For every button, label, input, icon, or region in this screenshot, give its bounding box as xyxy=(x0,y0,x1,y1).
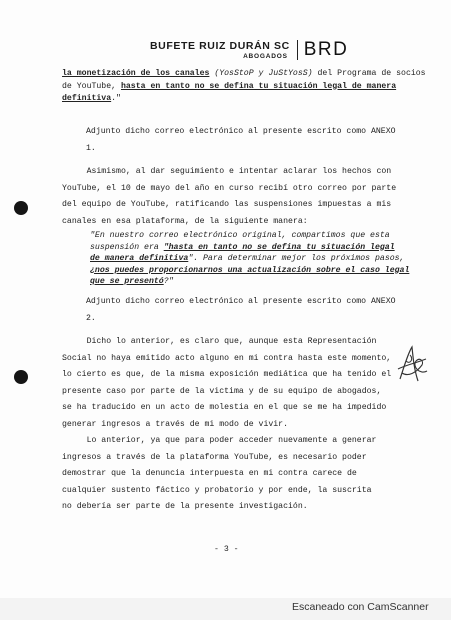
text-line: no debería ser parte de la presente investigación. xyxy=(62,502,308,511)
text-line: cualquier sustento fáctico y probatorio y por ende, la suscrita xyxy=(62,485,372,495)
paragraph-annex-1 xyxy=(86,124,396,157)
paragraph-argument xyxy=(62,334,391,433)
block-quote xyxy=(90,230,409,288)
text-line: Dicho lo anterior, es claro que, aunque esta Representación xyxy=(62,337,377,346)
text-span: de YouTube, xyxy=(62,81,121,91)
firm-block xyxy=(150,40,290,60)
text-line: YouTube, el 10 de mayo del año en curso recibí otro correo por parte xyxy=(62,183,397,193)
letterhead xyxy=(150,40,348,60)
scanner-watermark: Escaneado con CamScanner xyxy=(292,601,429,613)
text-span: del Programa de socios xyxy=(312,69,426,78)
text-line: "En nuestro correo electrónico original, compartimos que esta xyxy=(90,231,390,240)
signature-icon xyxy=(394,343,430,385)
paragraph-follow-up xyxy=(62,164,396,230)
text-line: demostrar que la denuncia interpuesta en mi contra carece de xyxy=(62,469,357,478)
text-line: lo cierto es que, de la misma exposición mediática que ha tenido el xyxy=(62,370,392,379)
text-span: (YosStoP y JuStYosS) xyxy=(209,69,313,78)
text-line: generar ingresos a través de mi modo de vivir. xyxy=(62,419,289,429)
text-line: canales en esa plataforma, de la siguiente manera: xyxy=(62,216,308,226)
text-line: Social no haya emitido acto alguno en mi contra hasta este momento, xyxy=(62,353,392,363)
text-line: del equipo de YouTube, ratificando las suspensiones impuestas a mis xyxy=(62,200,392,209)
text-line: 2. xyxy=(86,313,96,323)
firm-subtitle: ABOGADOS xyxy=(243,53,288,60)
text-span: ." xyxy=(111,94,121,103)
punch-hole xyxy=(14,370,28,384)
text-line: ¿nos puedes proporcionarnos una actualización sobre el caso legal xyxy=(90,265,410,275)
text-line: Asimismo, al dar seguimiento e intentar aclarar los hechos con xyxy=(62,167,392,176)
paragraph-continuation xyxy=(62,68,426,106)
text-span: que se presentó xyxy=(90,277,164,286)
text-line: Adjunto dicho correo electrónico al presente escrito como ANEXO xyxy=(86,297,396,306)
letterhead-divider xyxy=(297,40,298,60)
page-number: - 3 - xyxy=(214,545,239,554)
text-line: ingresos a través de la plataforma YouTube, es necesario poder xyxy=(62,452,367,462)
text-span: de manera definitiva xyxy=(90,254,189,263)
text-span: ". Para determinar mejor los próximos pasos, xyxy=(188,254,405,263)
firm-name: BUFETE RUIZ DURÁN SC xyxy=(150,40,290,52)
paragraph-annex-2 xyxy=(86,294,396,327)
text-span: definitiva xyxy=(62,94,112,103)
text-line: presente caso por parte de la victima y de su equipo de abogados, xyxy=(62,386,382,396)
paragraph-conclusion xyxy=(62,433,376,516)
text-span: "hasta en tanto no se defina tu situación legal xyxy=(163,242,395,252)
text-span: la monetización de los canales xyxy=(62,69,210,78)
punch-hole xyxy=(14,201,28,215)
text-span: hasta en tanto no se defina tu situación legal de manera xyxy=(120,81,397,91)
text-span: suspensión era xyxy=(90,242,164,252)
text-line: se ha traducido en un acto de molestia en el que se me ha impedido xyxy=(62,403,387,412)
brand-logo: BRD xyxy=(303,39,349,60)
text-line: Adjunto dicho correo electrónico al presente escrito como ANEXO xyxy=(86,127,396,136)
text-span: ?" xyxy=(163,277,174,286)
text-line: 1. xyxy=(86,143,96,153)
text-line: Lo anterior, ya que para poder acceder nuevamente a generar xyxy=(62,436,377,445)
